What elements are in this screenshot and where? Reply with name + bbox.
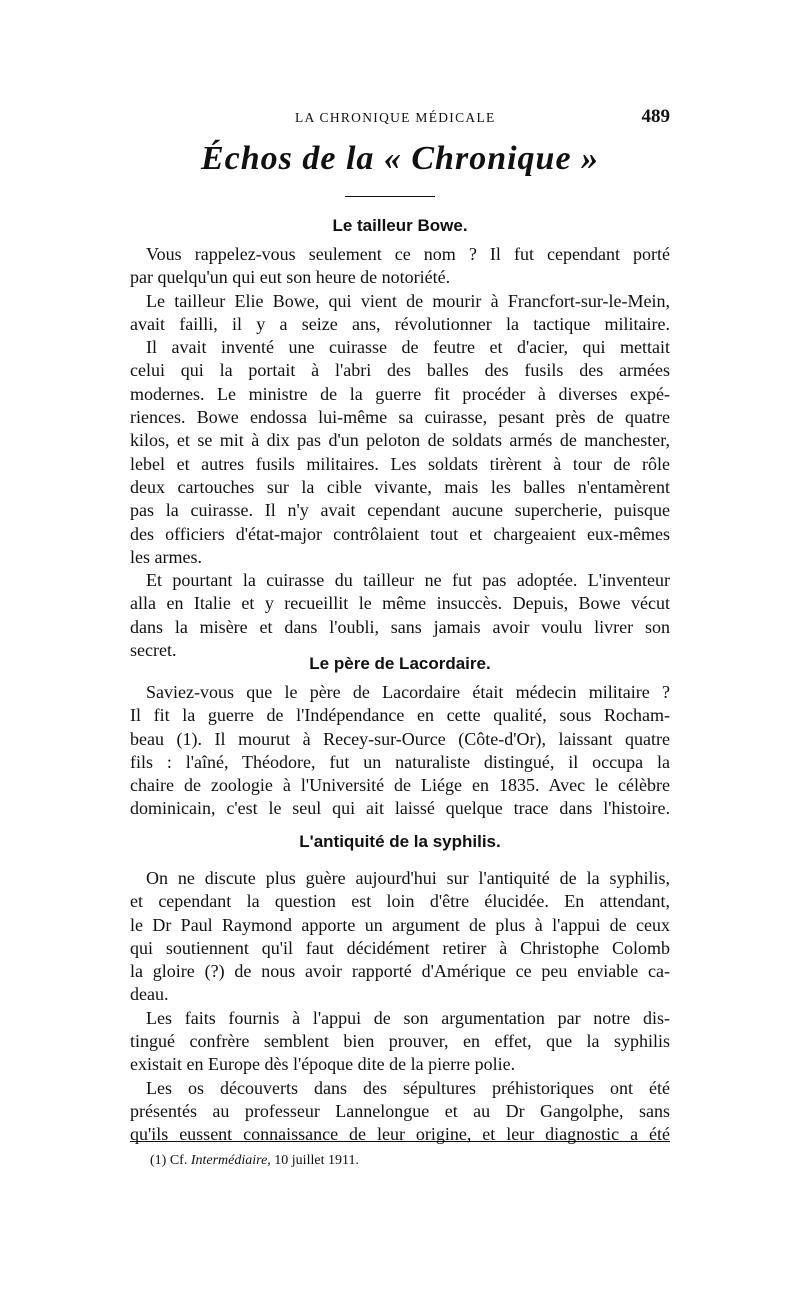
- text-line: Et pourtant la cuirasse du tailleur ne fut pas adoptée. L'inventeur: [146, 570, 670, 591]
- text-line: deau.: [130, 984, 169, 1005]
- footnote-marker: (1) Cf.: [150, 1153, 188, 1168]
- text-line: lebel et autres fusils militaires. Les soldats tirèrent à tour de rôle: [130, 453, 670, 474]
- text-line: par quelqu'un qui eut son heure de notoriété.: [130, 267, 451, 288]
- text-line: celui qui la portait à l'abri des balles des fusils des armées: [130, 360, 670, 381]
- text-line: qui soutiennent qu'il faut décidément retirer à Christophe Colomb: [130, 937, 670, 958]
- footnote-date: 10 juillet 1911.: [274, 1153, 359, 1168]
- section-body-syphilis: [130, 867, 670, 1147]
- text-line: les armes.: [130, 546, 202, 567]
- text-line: kilos, et se mit à dix pas d'un peloton de soldats armés de manchester,: [130, 430, 670, 451]
- section-body-lacordaire: [130, 681, 670, 821]
- page-title: Échos de la « Chronique »: [200, 140, 600, 177]
- running-title: LA CHRONIQUE MÉDICALE: [295, 110, 496, 125]
- section-heading-bowe: Le tailleur Bowe.: [332, 216, 468, 235]
- text-line: chaire de zoologie à l'Université de Liége en 1835. Avec le célèbre: [130, 775, 670, 796]
- text-line: dans la misère et dans l'oubli, sans jamais avoir voulu livrer son: [130, 616, 670, 637]
- footnote-work: Intermédiaire,: [190, 1153, 271, 1168]
- text-line: riences. Bowe endossa lui-même sa cuirasse, pesant près de quatre: [130, 407, 670, 428]
- text-line: alla en Italie et y recueillit le même insuccès. Depuis, Bowe vécut: [130, 593, 670, 614]
- section-heading-lacordaire: Le père de Lacordaire.: [309, 654, 491, 673]
- text-line: beau (1). Il mourut à Recey-sur-Ource (Côte-d'Or), laissant quatre: [130, 728, 670, 749]
- text-line: deux cartouches sur la cible vivante, mais les balles n'entamèrent: [130, 476, 670, 497]
- section-body-bowe: [130, 243, 670, 662]
- text-line: et cependant la question est loin d'être élucidée. En attendant,: [130, 891, 670, 912]
- text-line: secret.: [130, 640, 177, 661]
- text-line: présentés au professeur Lannelongue et au Dr Gangolphe, sans: [130, 1100, 670, 1121]
- text-line: modernes. Le ministre de la guerre fit procéder à diverses expé-: [130, 383, 670, 404]
- text-line: avait failli, il y a seize ans, révolutionner la tactique militaire.: [130, 313, 670, 334]
- text-line: Le tailleur Elie Bowe, qui vient de mourir à Francfort-sur-le-Mein,: [146, 290, 670, 311]
- footnote: [150, 1153, 359, 1169]
- text-line: dominicain, c'est le seul qui ait laissé quelque trace dans l'histoire.: [130, 798, 670, 819]
- text-line: le Dr Paul Raymond apporte un argument de plus à l'appui de ceux: [130, 914, 670, 935]
- text-line: fils : l'aîné, Théodore, fut un naturaliste distingué, il occupa la: [130, 751, 670, 772]
- text-line: existait en Europe dès l'époque dite de la pierre polie.: [130, 1054, 516, 1075]
- text-line: Saviez-vous que le père de Lacordaire était médecin militaire ?: [146, 682, 670, 702]
- text-line: Il avait inventé une cuirasse de feutre et d'acier, qui mettait: [146, 337, 670, 358]
- section-heading-syphilis: L'antiquité de la syphilis.: [299, 832, 501, 851]
- text-line: pas la cuirasse. Il n'y avait cependant aucune supercherie, puisque: [130, 500, 670, 521]
- text-line: la gloire (?) de nous avoir rapporté d'Amérique ce peu enviable ca-: [130, 961, 670, 982]
- page-header: [130, 106, 670, 130]
- text-line: On ne discute plus guère aujourd'hui sur l'antiquité de la syphilis,: [146, 868, 670, 888]
- text-line: Vous rappelez-vous seulement ce nom ? Il fut cependant porté: [146, 244, 670, 264]
- title-divider: [345, 196, 435, 197]
- text-line: Les os découverts dans des sépultures préhistoriques ont été: [146, 1077, 670, 1098]
- text-line: qu'ils eussent connaissance de leur origine, et leur diagnostic a été: [130, 1124, 670, 1145]
- footnote-divider: [130, 1141, 670, 1142]
- text-line: Les faits fournis à l'appui de son argumentation par notre dis-: [146, 1007, 670, 1028]
- page-number: 489: [641, 106, 670, 127]
- text-line: tingué confrère semblent bien prouver, en effet, que la syphilis: [130, 1031, 670, 1052]
- text-line: des officiers d'état-major contrôlaient tout et chargeaient eux-mêmes: [130, 523, 670, 544]
- text-line: Il fit la guerre de l'Indépendance en cette qualité, sous Rocham-: [130, 705, 670, 726]
